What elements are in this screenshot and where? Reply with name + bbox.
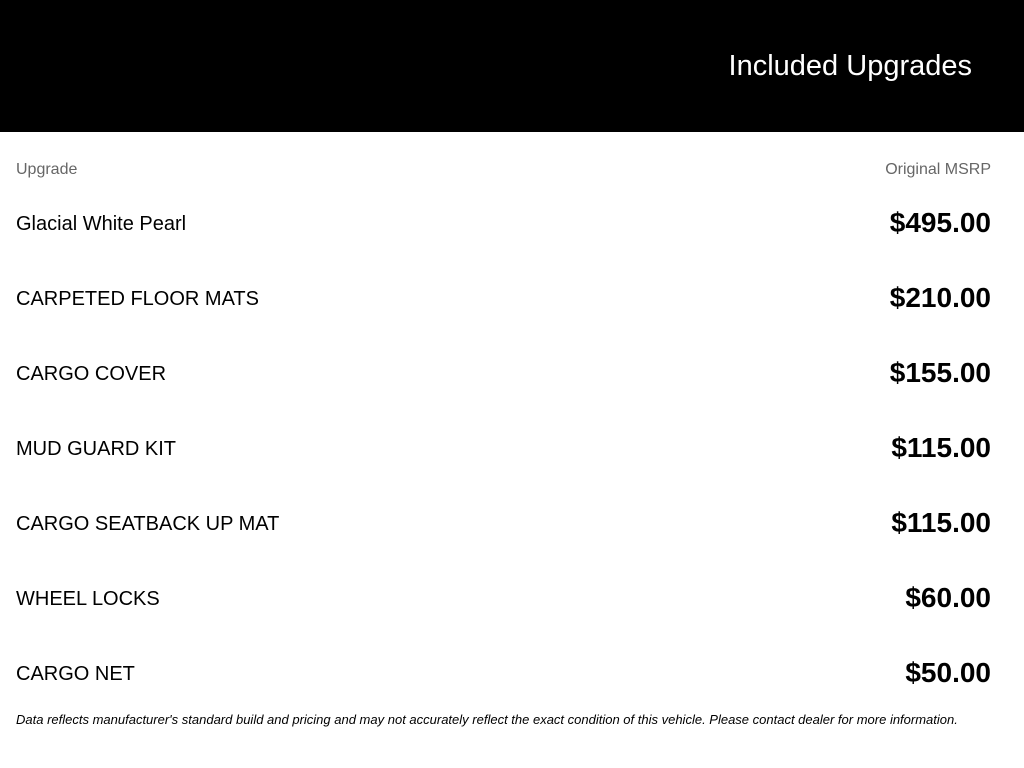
upgrade-price: $210.00 (889, 282, 991, 313)
upgrade-name: MUD GUARD KIT (16, 438, 176, 460)
header-banner (0, 0, 1024, 132)
upgrade-price: $60.00 (905, 582, 991, 613)
column-header-msrp: Original MSRP (885, 161, 991, 178)
table-row (16, 202, 991, 242)
table-row (16, 577, 991, 617)
table-row (16, 652, 991, 692)
page-title: Included Upgrades (728, 50, 972, 82)
upgrade-name: CARGO NET (16, 663, 135, 685)
upgrade-price: $495.00 (889, 207, 991, 238)
upgrade-name: Glacial White Pearl (16, 213, 187, 235)
upgrade-name: CARPETED FLOOR MATS (16, 288, 259, 310)
upgrade-price: $115.00 (891, 432, 991, 463)
upgrade-name: CARGO COVER (16, 363, 167, 385)
table-row (16, 277, 991, 317)
table-row (16, 502, 991, 542)
table-row (16, 427, 991, 467)
upgrade-price: $50.00 (905, 657, 991, 688)
column-header-upgrade: Upgrade (16, 161, 78, 178)
disclaimer-text: Data reflects manufacturer's standard build and pricing and may not accurately reflect the exact condition of this vehicle. Please contact dealer for more information. (16, 712, 958, 727)
upgrade-price: $115.00 (891, 507, 991, 538)
upgrade-name: WHEEL LOCKS (16, 588, 160, 610)
table-row (16, 352, 991, 392)
upgrade-price: $155.00 (889, 357, 991, 388)
upgrade-name: CARGO SEATBACK UP MAT (16, 513, 280, 535)
